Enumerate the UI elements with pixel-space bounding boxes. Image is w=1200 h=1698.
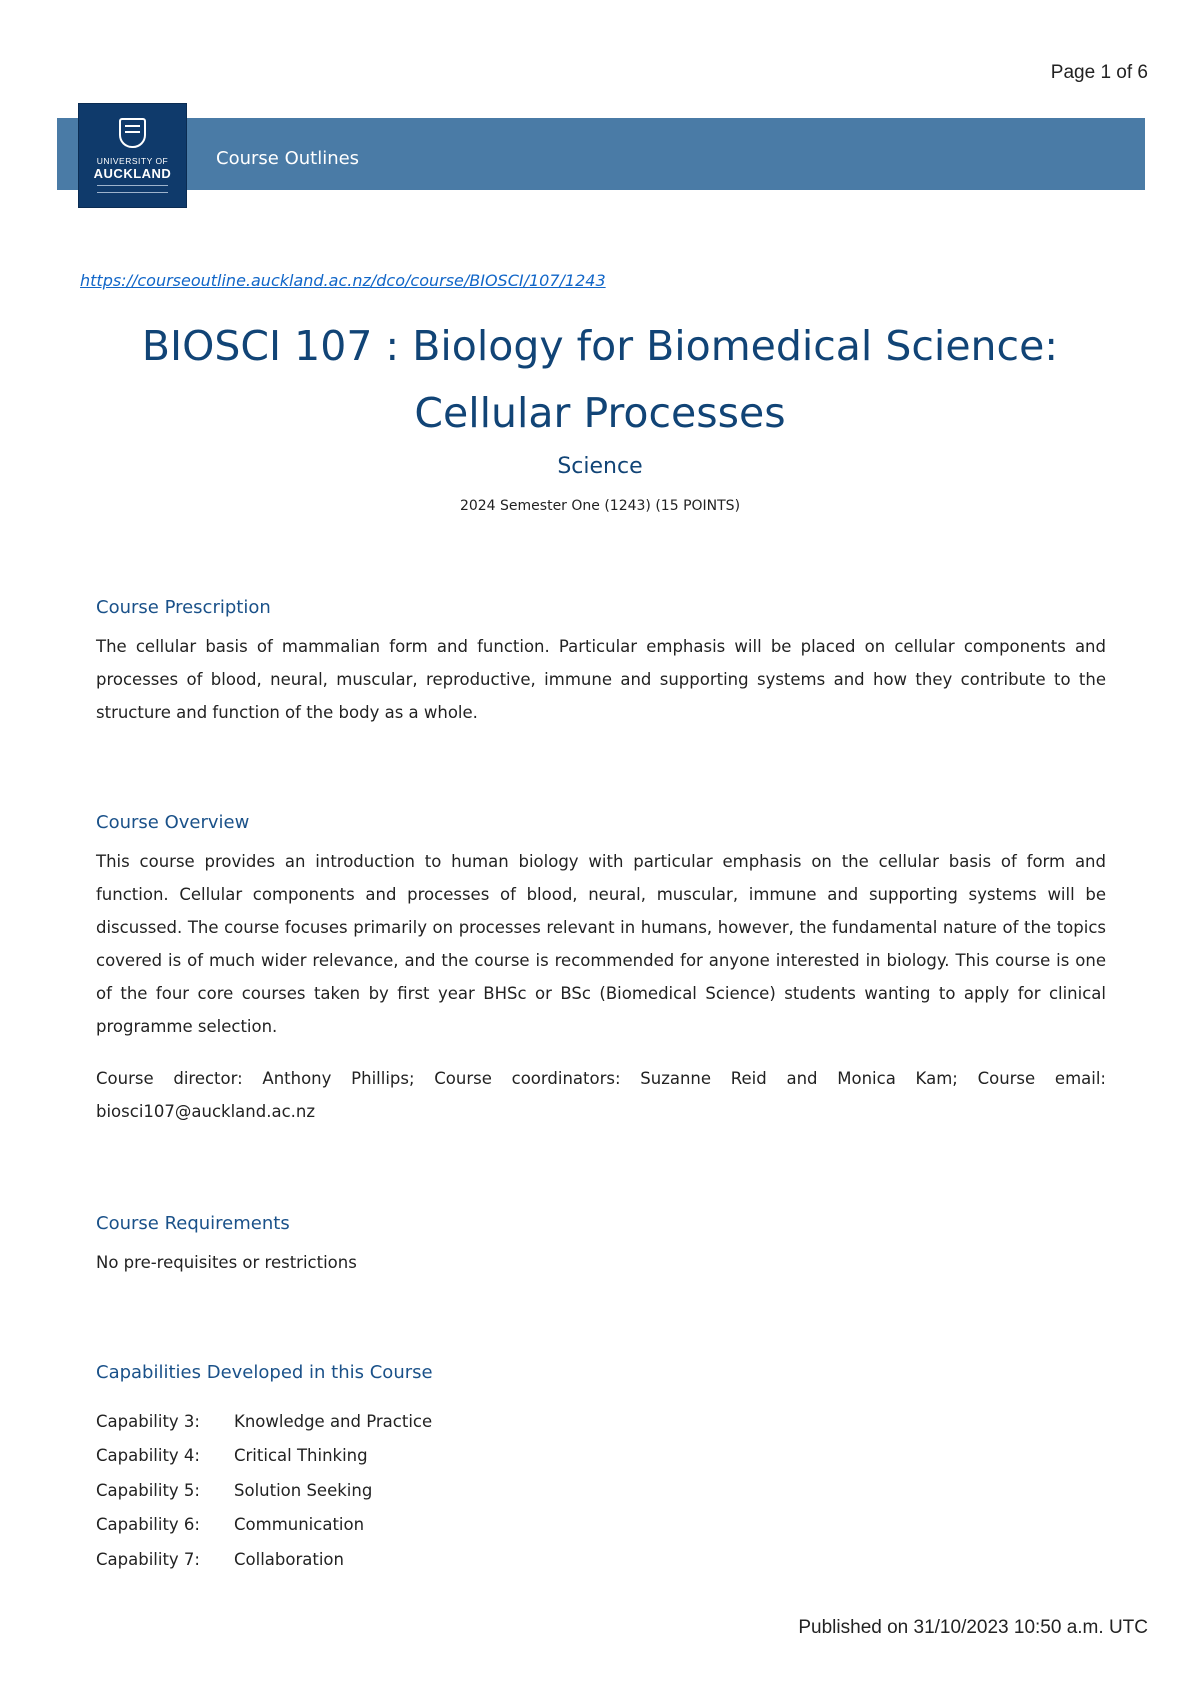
capability-label: Capability 3: — [96, 1411, 200, 1431]
capability-label: Capability 7: — [96, 1549, 200, 1569]
requirements-text: No pre-requisites or restrictions — [96, 1253, 357, 1272]
course-title-line1: BIOSCI 107 : Biology for Biomedical Science: — [141, 322, 1059, 370]
prescription-heading: Course Prescription — [96, 597, 271, 618]
capability-label: Capability 6: — [96, 1515, 200, 1535]
overview-text: This course provides an introduction to human biology with particular emphasis on the cellular basis of form and function. Cellular components and processes of blood, neural, muscular, immune and supporting systems will be discussed. The course focuses primarily on processes relevant in humans, however, the fundamental nature of the topics covered is of much wider relevance, and the course is recommended for anyone interested in biology. This course is one of the four core courses taken by first year BHSc or BSc (Biomedical Science) students wanting to apply for clinical programme selection. — [96, 852, 1106, 1036]
published-date: Published on 31/10/2023 10:50 a.m. UTC — [798, 1617, 1148, 1638]
page-indicator: Page 1 of 6 — [1050, 62, 1148, 83]
logo-rule — [97, 192, 168, 193]
crest-icon — [119, 118, 146, 148]
capability-value: Communication — [234, 1515, 365, 1535]
overview-heading: Course Overview — [96, 812, 250, 833]
capability-label: Capability 4: — [96, 1446, 200, 1466]
capability-row — [96, 1439, 432, 1474]
capability-label: Capability 5: — [96, 1480, 200, 1500]
requirements-heading: Course Requirements — [96, 1213, 290, 1234]
capabilities-list — [96, 1404, 432, 1577]
semester-info: 2024 Semester One (1243) (15 POINTS) — [459, 498, 741, 514]
capabilities-heading: Capabilities Developed in this Course — [96, 1362, 433, 1383]
capability-value: Knowledge and Practice — [234, 1411, 433, 1431]
capability-row — [96, 1542, 432, 1577]
prescription-text: The cellular basis of mammalian form and function. Particular emphasis will be placed on cellular components and processes of blood, neural, muscular, reproductive, immune and supporting systems and how they contribute to the structure and function of the body as a whole. — [96, 637, 1106, 722]
capability-value: Critical Thinking — [234, 1446, 368, 1466]
logo-rule — [97, 185, 168, 186]
capability-value: Solution Seeking — [234, 1480, 373, 1500]
course-outline-link[interactable]: https://courseoutline.auckland.ac.nz/dco/course/BIOSCI/107/1243 — [80, 271, 606, 290]
logo-line2: AUCKLAND — [93, 166, 172, 181]
capability-row — [96, 1508, 432, 1543]
course-title — [60, 313, 1140, 447]
logo-line1: UNIVERSITY OF — [96, 156, 169, 166]
faculty-name: Science — [557, 454, 643, 479]
capability-row — [96, 1404, 432, 1439]
capability-row — [96, 1473, 432, 1508]
university-logo[interactable] — [78, 103, 187, 208]
course-title-line2: Cellular Processes — [414, 389, 786, 437]
banner-title[interactable]: Course Outlines — [216, 148, 360, 169]
overview-contacts: Course director: Anthony Phillips; Course coordinators: Suzanne Reid and Monica Kam; Course email: biosci107@auckland.ac.nz — [96, 1069, 1106, 1121]
capability-value: Collaboration — [234, 1549, 344, 1569]
